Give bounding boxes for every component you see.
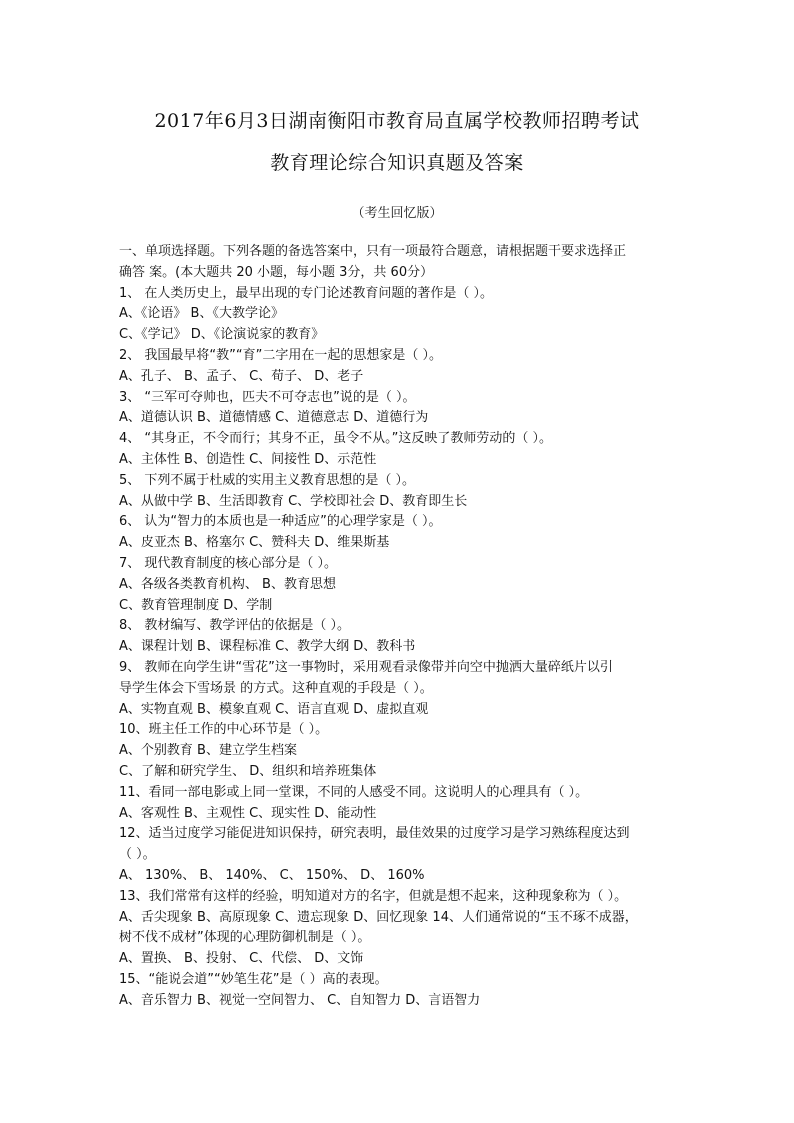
question-stem: 3、 “三军可夺帅也，匹夫不可夺志也”说的是（ ）。 (119, 389, 416, 405)
section-instruction-line: 确答 案。(本大题共 20 小题，每小题 3分，共 60分） (119, 264, 434, 280)
answer-options: C、了解和研究学生、 D、组织和培养班集体 (119, 763, 377, 779)
question-stem: 1、 在人类历史上，最早出现的专门论述教育问题的著作是（ ）。 (119, 285, 494, 301)
question-stem: 10、班主任工作的中心环节是（ ）。 (119, 722, 329, 738)
document-subtitle: （考生回忆版） (351, 206, 443, 221)
question-stem: 树不伐不成材”体现的心理防御机制是（ ）。 (119, 930, 371, 946)
question-stem: （ ）。 (119, 847, 156, 863)
answer-options: A、从做中学 B、生活即教育 C、学校即社会 D、教育即生长 (119, 493, 468, 509)
question-stem: 8、 教材编写、教学评估的依据是（ ）。 (119, 618, 351, 634)
answer-options: A、实物直观 B、模象直观 C、语言直观 D、虚拟直观 (119, 701, 429, 717)
answer-options: A、《论语》 B、《大教学论》 (119, 306, 284, 322)
answer-options: A、个别教育 B、建立学生档案 (119, 743, 297, 759)
answer-options: A、皮亚杰 B、格塞尔 C、赞科夫 D、维果斯基 (119, 535, 390, 551)
answer-options: C、教育管理制度 D、学制 (119, 597, 273, 613)
answer-options: C、《学记》 D、《论演说家的教育》 (119, 327, 325, 343)
answer-options: A、孔子、 B、孟子、 C、荀子、 D、老子 (119, 368, 364, 384)
document-body (119, 242, 679, 1011)
question-stem: 7、 现代教育制度的核心部分是（ ）。 (119, 555, 338, 571)
answer-options: A、道德认识 B、道德情感 C、道德意志 D、道德行为 (119, 410, 429, 426)
question-stem: 6、 认为“智力的本质也是一种适应”的心理学家是（ ）。 (119, 514, 442, 530)
answer-options: A、舌尖现象 B、高原现象 C、遗忘现象 D、回忆现象 14、人们通常说的“玉不琢不成器， (119, 909, 638, 925)
document-title-line-2: 教育理论综合知识真题及答案 (270, 152, 524, 174)
question-stem: 15、“能说会道”“妙笔生花”是（ ）高的表现。 (119, 971, 388, 987)
question-stem: 13、我们常常有这样的经验，明知道对方的名字，但就是想不起来，这种现象称为（ ）。 (119, 888, 628, 904)
question-stem: 9、 教师在向学生讲“雪花”这一事物时，采用观看录像带并向空中抛洒大量碎纸片以引 (119, 659, 613, 675)
answer-options: A、客观性 B、主观性 C、现实性 D、能动性 (119, 805, 377, 821)
section-instruction-line: 一、单项选择题。下列各题的备选答案中，只有一项最符合题意，请根据题干要求选择正 (119, 244, 627, 259)
question-stem: 2、 我国最早将“教”“育”二字用在一起的思想家是（ ）。 (119, 347, 442, 363)
answer-options: A、音乐智力 B、视觉一空间智力、 C、自知智力 D、言语智力 (119, 992, 481, 1008)
document-title-line-1: 2017年6月3日湖南衡阳市教育局直属学校教师招聘考试 (154, 110, 640, 132)
answer-options: A、各级各类教育机构、 B、教育思想 (119, 576, 336, 592)
question-stem: 导学生体会下雪场景 的方式。这种直观的手段是（ ）。 (119, 680, 433, 696)
question-stem: 11、看同一部电影或上同一堂课，不同的人感受不同。这说明人的心理具有（ ）。 (119, 784, 589, 800)
question-stem: 4、 “其身正，不令而行；其身不正，虽令不从。”这反映了教师劳动的（ ）。 (119, 431, 553, 447)
answer-options: A、 130%、 B、 140%、 C、 150%、 D、 160% (119, 867, 425, 883)
question-stem: 12、适当过度学习能促进知识保持，研究表明，最佳效果的过度学习是学习熟练程度达到 (119, 826, 630, 842)
answer-options: A、置换、 B、投射、 C、代偿、 D、文饰 (119, 951, 364, 967)
question-stem: 5、 下列不属于杜威的实用主义教育思想的是（ ）。 (119, 472, 416, 488)
answer-options: A、课程计划 B、课程标准 C、教学大纲 D、教科书 (119, 639, 416, 655)
answer-options: A、主体性 B、创造性 C、间接性 D、示范性 (119, 451, 377, 467)
